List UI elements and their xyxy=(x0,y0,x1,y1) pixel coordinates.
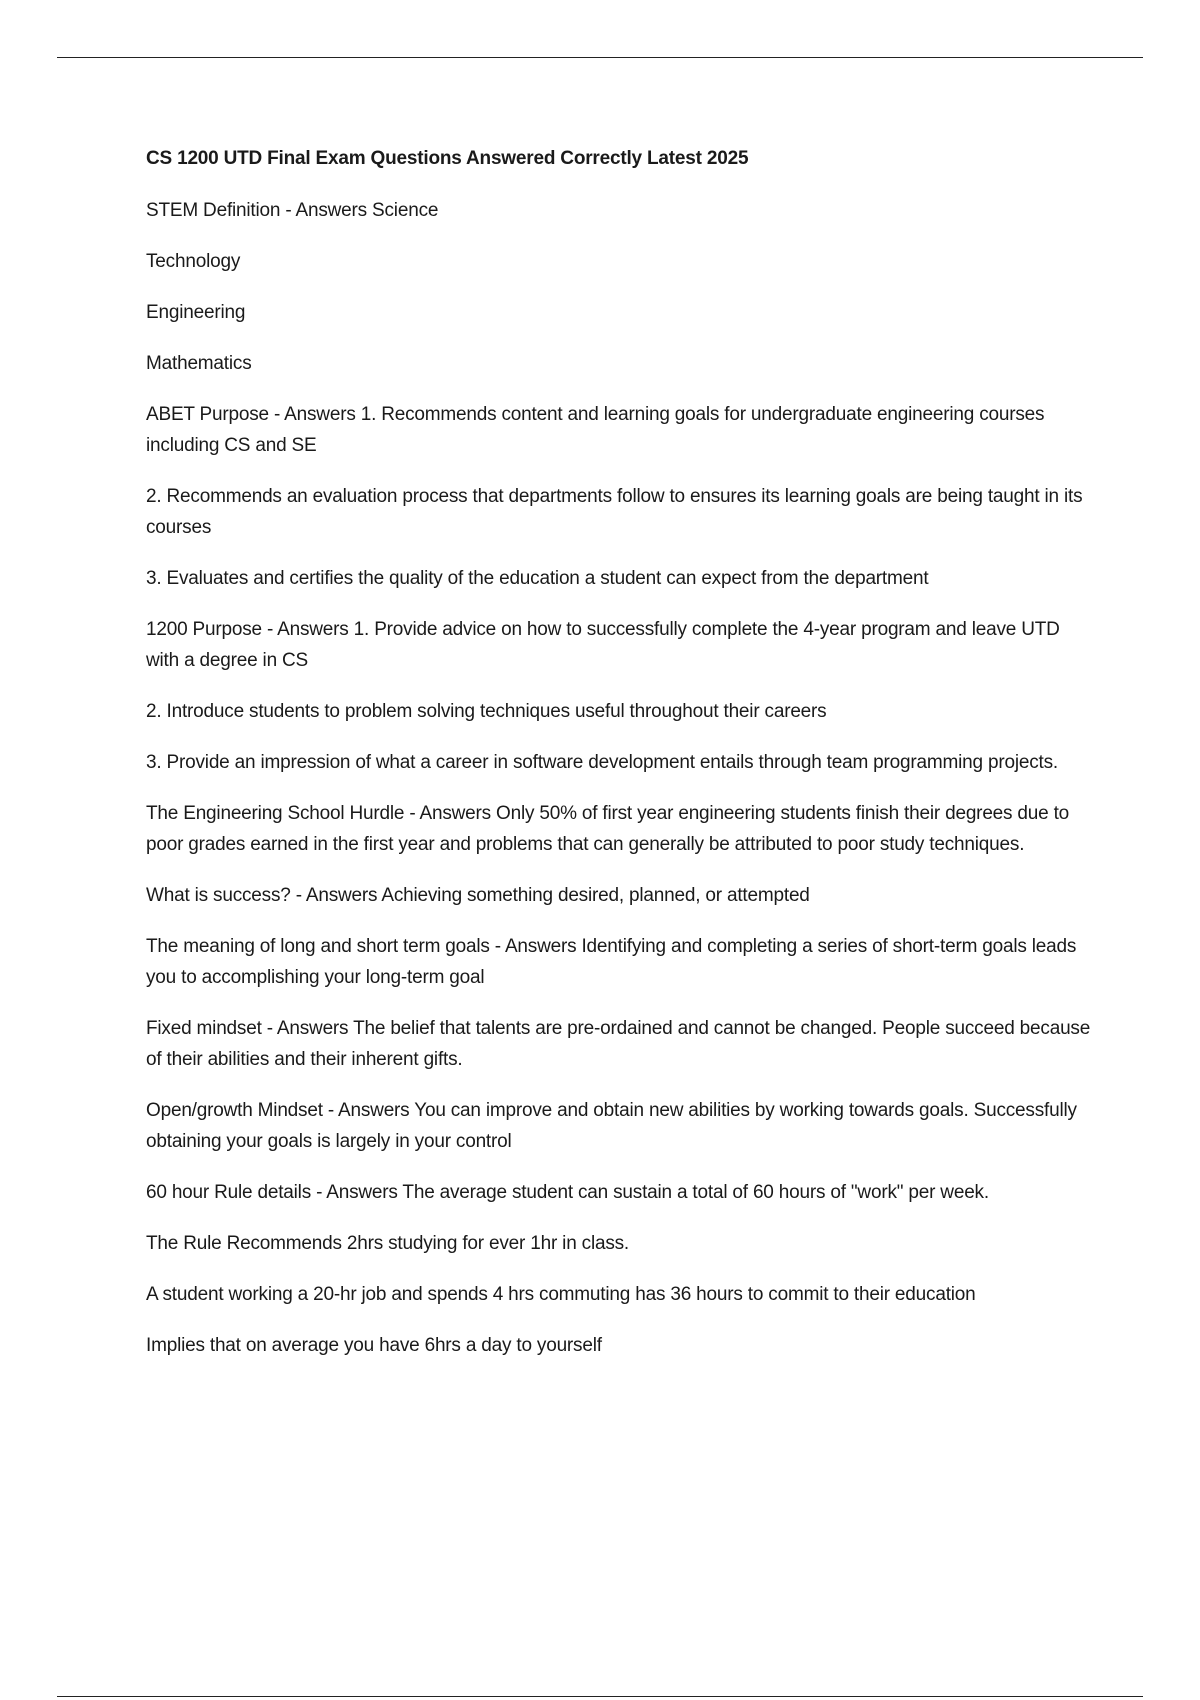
paragraph-student-working: A student working a 20-hr job and spends 4 hrs commuting has 36 hours to commit to their education xyxy=(146,1284,976,1305)
paragraph-abet-item-3: 3. Evaluates and certifies the quality of the education a student can expect from the department xyxy=(146,568,929,589)
top-rule xyxy=(57,57,1143,58)
paragraph-1200-item-3: 3. Provide an impression of what a career in software development entails through team programming projects. xyxy=(146,752,1058,773)
paragraph-implies: Implies that on average you have 6hrs a day to yourself xyxy=(146,1335,602,1356)
paragraph-1200-purpose: 1200 Purpose - Answers 1. Provide advice on how to successfully complete the 4-year program and leave UTD with a degree in CS xyxy=(146,619,1060,671)
paragraph-fixed-mindset: Fixed mindset - Answers The belief that talents are pre-ordained and cannot be changed. People succeed because of their abilities and their inherent gifts. xyxy=(146,1018,1091,1070)
paragraph-engineering: Engineering xyxy=(146,302,246,323)
document-body xyxy=(146,144,1096,1381)
bottom-rule xyxy=(57,1696,1143,1697)
paragraph-stem-definition: STEM Definition - Answers Science xyxy=(146,200,439,221)
paragraph-mathematics: Mathematics xyxy=(146,353,252,374)
paragraph-abet-purpose: ABET Purpose - Answers 1. Recommends content and learning goals for undergraduate engineering courses including CS and SE xyxy=(146,404,1045,456)
paragraph-1200-item-2: 2. Introduce students to problem solving techniques useful throughout their careers xyxy=(146,701,827,722)
paragraph-engineering-hurdle: The Engineering School Hurdle - Answers Only 50% of first year engineering students finish their degrees due to poor grades earned in the first year and problems that can generally be attributed to poor study techniques. xyxy=(146,803,1070,855)
paragraph-long-short-goals: The meaning of long and short term goals - Answers Identifying and completing a series of short-term goals leads you to accomplishing your long-term goal xyxy=(146,936,1077,988)
paragraph-60-hour-rule: 60 hour Rule details - Answers The average student can sustain a total of 60 hours of "work" per week. xyxy=(146,1182,989,1203)
paragraph-growth-mindset: Open/growth Mindset - Answers You can improve and obtain new abilities by working towards goals. Successfully obtaining your goals is largely in your control xyxy=(146,1100,1077,1152)
document-title: CS 1200 UTD Final Exam Questions Answered Correctly Latest 2025 xyxy=(146,148,749,169)
paragraph-abet-item-2: 2. Recommends an evaluation process that departments follow to ensures its learning goals are being taught in its courses xyxy=(146,486,1083,538)
paragraph-what-is-success: What is success? - Answers Achieving something desired, planned, or attempted xyxy=(146,885,810,906)
paragraph-technology: Technology xyxy=(146,251,241,272)
paragraph-rule-recommends: The Rule Recommends 2hrs studying for ever 1hr in class. xyxy=(146,1233,630,1254)
